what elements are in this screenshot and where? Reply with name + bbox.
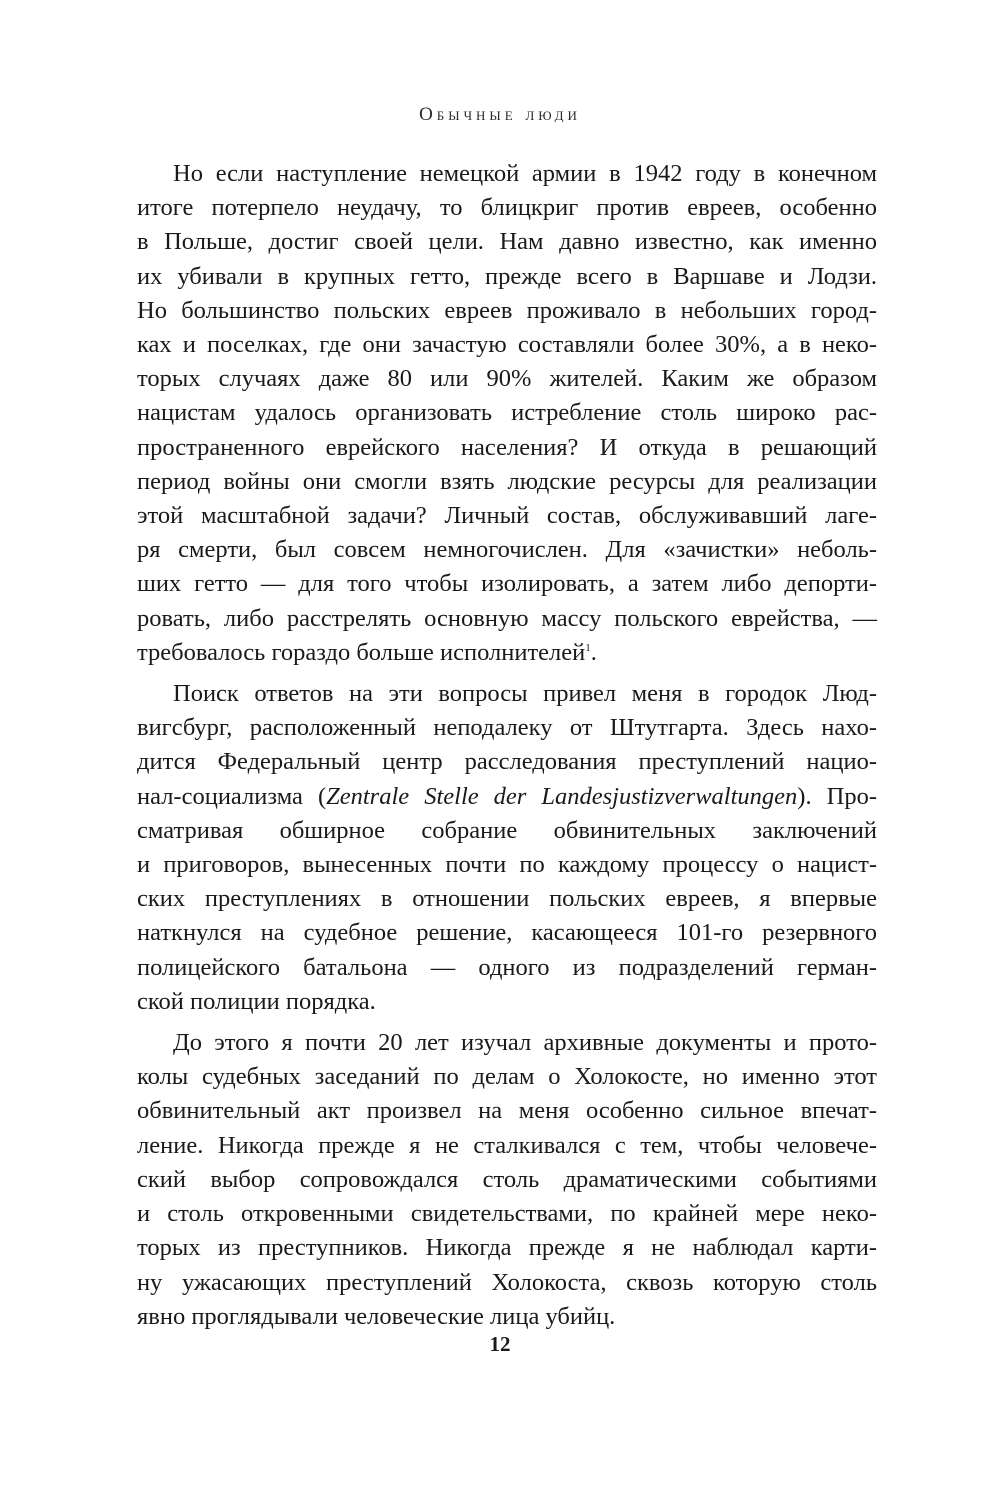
text-line: и приговоров, вынесенных почти по каждому процессу о нацист-	[137, 851, 877, 879]
text-line: итоге потерпело неудачу, то блицкриг против евреев, особенно	[137, 194, 877, 222]
text-line: ну ужасающих преступлений Холокоста, сквозь которую столь	[137, 1268, 877, 1296]
text-line: ление. Никогда прежде я не сталкивался с тем, чтобы человече-	[137, 1131, 877, 1159]
text-line: Но если наступление немецкой армии в 1942 году в конечном	[173, 160, 877, 187]
text-line: колы судебных заседаний по делам о Холокосте, но именно этот	[137, 1063, 877, 1091]
paragraph-2	[137, 677, 877, 1019]
text-line-content: Про-	[826, 782, 877, 810]
text-line: их убивали в крупных гетто, прежде всего в Варшаве и Лодзи.	[137, 262, 877, 290]
text-line: ших гетто — для того чтобы изолировать, а затем либо депорти-	[137, 570, 877, 598]
text-line: явно проглядывали человеческие лица убийц.	[137, 1302, 616, 1330]
text-line: нацистам удалось организовать истребление столь широко рас-	[137, 399, 877, 427]
text-line-tail: .	[590, 638, 597, 666]
text-line: полицейского батальона — одного из подразделений герман-	[137, 953, 877, 981]
text-line: Поиск ответов на эти вопросы привел меня в городок Люд-	[173, 680, 877, 708]
text-line	[137, 780, 877, 814]
paragraph-3	[137, 1026, 877, 1334]
paragraph-1	[137, 157, 877, 670]
page-number: 12	[489, 1332, 511, 1356]
text-line: торых из преступников. Никогда прежде я не наблюдал карти-	[137, 1234, 877, 1262]
body-text	[137, 157, 877, 1334]
italic-institution-name: Zentrale Stelle der Landesjustizverwaltungen	[326, 782, 798, 810]
text-line: в Польше, достиг своей цели. Нам давно известно, как именно	[137, 228, 877, 256]
text-line: ровать, либо расстрелять основную массу польского еврейства, —	[137, 604, 877, 632]
text-line-content: нал-социализма (	[137, 782, 327, 810]
text-line: ря смерти, был совсем немногочислен. Для «зачистки» неболь-	[137, 536, 877, 564]
footnote-ref[interactable]: 1	[585, 641, 591, 654]
text-line: ских преступлениях в отношении польских евреев, я впервые	[137, 885, 877, 913]
text-line: этой масштабной задачи? Личный состав, обслуживавший лаге-	[137, 502, 877, 530]
text-line: ках и поселках, где они зачастую составляли более 30%, а в неко-	[137, 331, 877, 359]
text-line: пространенного еврейского населения? И откуда в решающий	[137, 433, 877, 461]
text-line: дится Федеральный центр расследования преступлений нацио-	[137, 748, 877, 776]
running-head: Обычные люди	[419, 104, 581, 125]
text-line-tail: ).	[797, 782, 812, 810]
text-line: обвинительный акт произвел на меня особенно сильное впечат-	[137, 1097, 877, 1125]
text-line: сматривая обширное собрание обвинительных заключений	[137, 816, 877, 844]
text-line: наткнулся на судебное решение, касающееся 101-го резервного	[137, 919, 877, 947]
text-line: ский выбор сопровождался столь драматическими событиями	[137, 1165, 877, 1193]
text-line	[137, 636, 877, 670]
text-line: торых случаях даже 80 или 90% жителей. Каким же образом	[137, 365, 877, 393]
text-line: До этого я почти 20 лет изучал архивные документы и прото-	[173, 1029, 877, 1057]
text-line-content: требовалось гораздо больше исполнителей	[137, 638, 586, 666]
text-line: ской полиции порядка.	[137, 987, 376, 1015]
text-line: Но большинство польских евреев проживало в небольших город-	[137, 296, 877, 324]
text-line: вигсбург, расположенный неподалеку от Штутгарта. Здесь нахо-	[137, 714, 877, 742]
text-line: период войны они смогли взять людские ресурсы для реализации	[137, 467, 877, 495]
text-line: и столь откровенными свидетельствами, по крайней мере неко-	[137, 1200, 877, 1228]
